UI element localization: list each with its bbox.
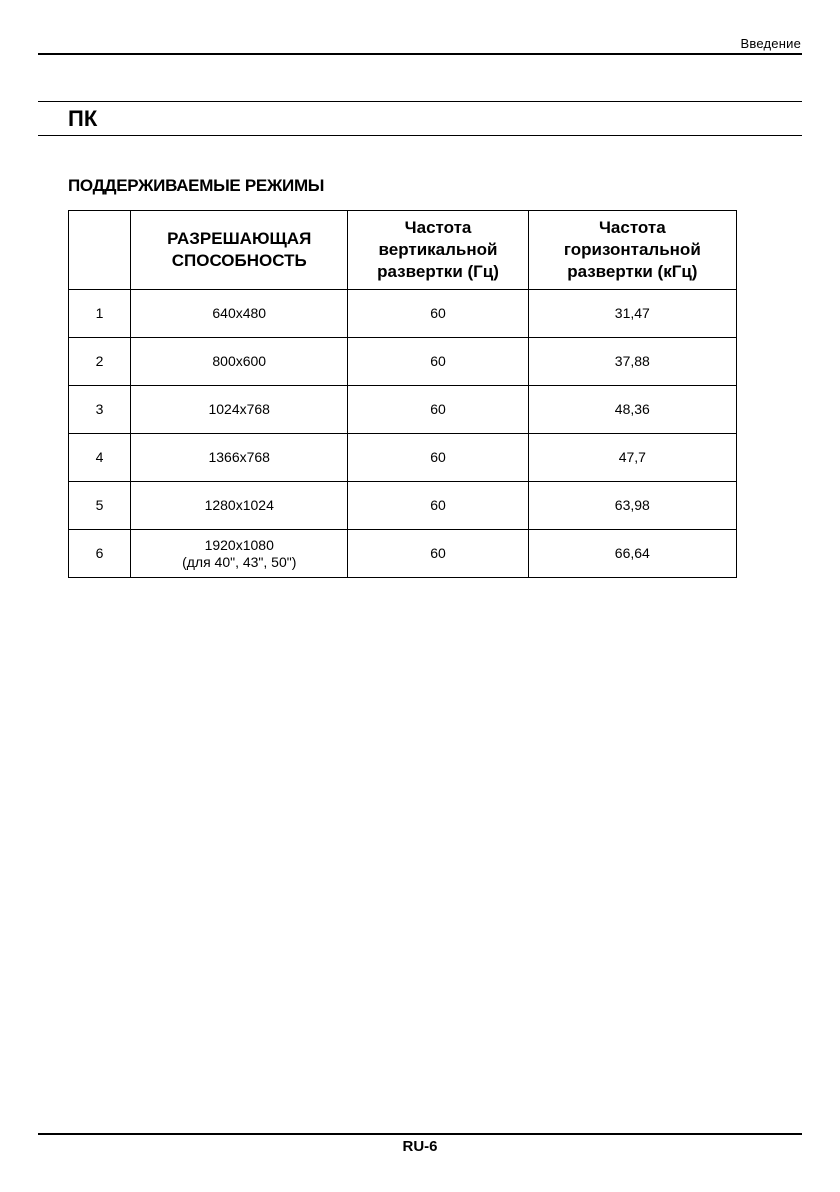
header-line: горизонтальной bbox=[563, 240, 701, 259]
resolution-line: 1920x1080 bbox=[204, 536, 274, 553]
cell-horizontal-frequency: 37,88 bbox=[528, 338, 736, 386]
header-vertical-frequency bbox=[348, 211, 528, 290]
header-line: вертикальной bbox=[378, 240, 498, 259]
section-title: ПК bbox=[68, 106, 98, 131]
table-row bbox=[69, 482, 737, 530]
table-subtitle: ПОДДЕРЖИВАЕМЫЕ РЕЖИМЫ bbox=[68, 176, 325, 195]
cell-vertical-frequency: 60 bbox=[348, 434, 528, 482]
header-line: Частота bbox=[598, 218, 666, 237]
cell-num: 1 bbox=[69, 290, 131, 338]
section-rule-bottom bbox=[38, 135, 802, 136]
header-section-label: Введение bbox=[740, 36, 801, 51]
header-resolution bbox=[131, 211, 348, 290]
cell-vertical-frequency: 60 bbox=[348, 338, 528, 386]
page-number: RU-6 bbox=[402, 1138, 438, 1155]
cell-num: 4 bbox=[69, 434, 131, 482]
cell-horizontal-frequency: 48,36 bbox=[528, 386, 736, 434]
header-horizontal-frequency bbox=[528, 211, 736, 290]
cell-resolution: 800x600 bbox=[131, 338, 348, 386]
cell-vertical-frequency: 60 bbox=[348, 290, 528, 338]
header-line: СПОСОБНОСТЬ bbox=[171, 251, 307, 270]
table-row bbox=[69, 530, 737, 578]
cell-vertical-frequency: 60 bbox=[348, 530, 528, 578]
footer-rule bbox=[38, 1133, 802, 1135]
header-line: РАЗРЕШАЮЩАЯ bbox=[167, 229, 312, 248]
cell-num: 5 bbox=[69, 482, 131, 530]
cell-horizontal-frequency: 47,7 bbox=[528, 434, 736, 482]
cell-horizontal-frequency: 63,98 bbox=[528, 482, 736, 530]
header-line: развертки (Гц) bbox=[377, 262, 499, 281]
cell-resolution: 1366x768 bbox=[131, 434, 348, 482]
cell-resolution: 1280x1024 bbox=[131, 482, 348, 530]
resolution-note: (для 40", 43", 50") bbox=[182, 553, 297, 570]
cell-num: 2 bbox=[69, 338, 131, 386]
cell-vertical-frequency: 60 bbox=[348, 482, 528, 530]
table-row bbox=[69, 434, 737, 482]
header-rule bbox=[38, 53, 802, 55]
section-rule-top bbox=[38, 101, 802, 102]
cell-horizontal-frequency: 66,64 bbox=[528, 530, 736, 578]
cell-num: 3 bbox=[69, 386, 131, 434]
cell-num: 6 bbox=[69, 530, 131, 578]
table-header-row bbox=[69, 211, 737, 290]
cell-vertical-frequency: 60 bbox=[348, 386, 528, 434]
cell-resolution: 640x480 bbox=[131, 290, 348, 338]
cell-resolution bbox=[131, 530, 348, 578]
table-row bbox=[69, 338, 737, 386]
cell-horizontal-frequency: 31,47 bbox=[528, 290, 736, 338]
supported-modes-table bbox=[68, 210, 737, 578]
header-num bbox=[69, 211, 131, 290]
table-row bbox=[69, 386, 737, 434]
header-line: развертки (кГц) bbox=[567, 262, 698, 281]
header-line: Частота bbox=[404, 218, 472, 237]
table-row bbox=[69, 290, 737, 338]
cell-resolution: 1024x768 bbox=[131, 386, 348, 434]
